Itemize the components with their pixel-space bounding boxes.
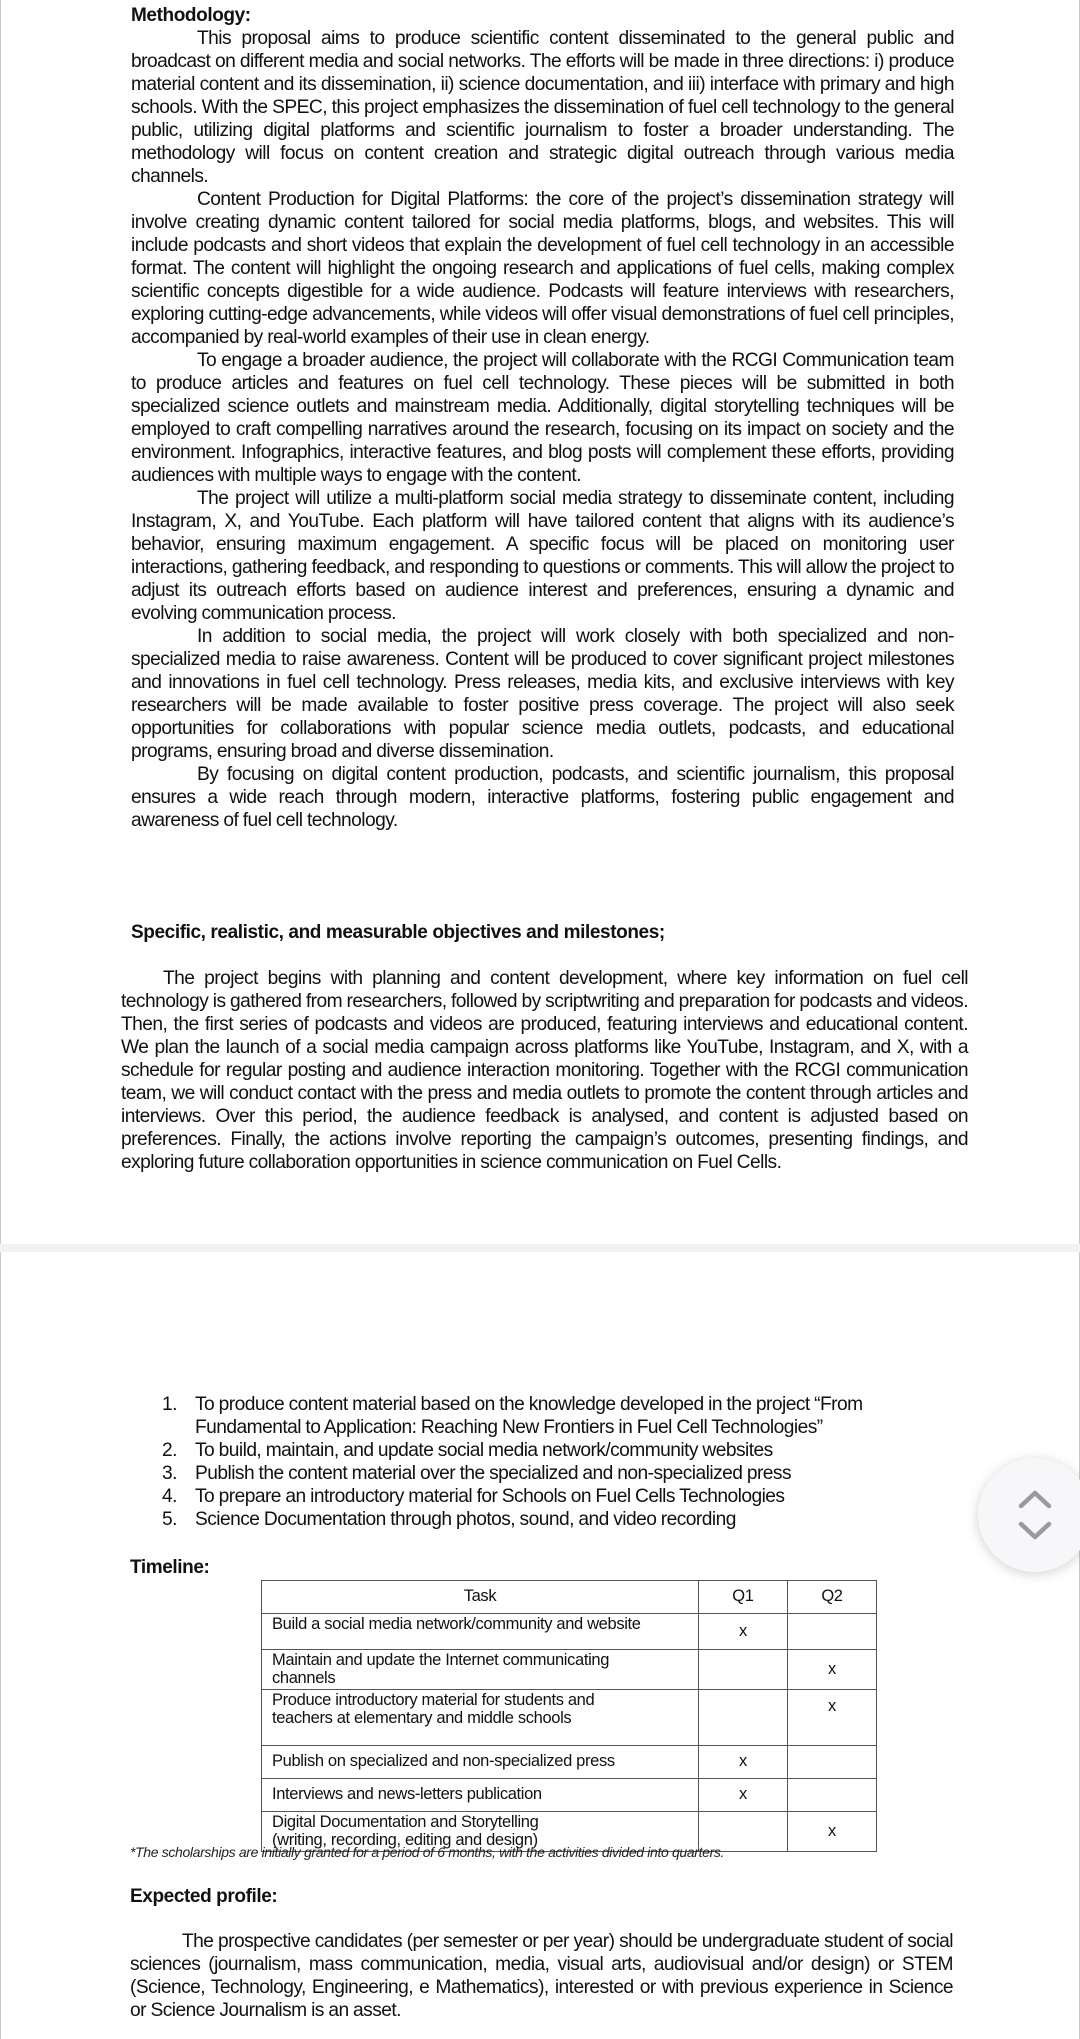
timeline-table [261,1580,877,1852]
objective-item: 4. To prepare an introductory material for Schools on Fuel Cells Technologies [162,1486,785,1507]
q2-cell [787,1779,876,1812]
page-scroll-control[interactable] [978,1458,1080,1572]
q1-cell [698,1650,787,1690]
chevron-down-icon[interactable] [1017,1520,1053,1542]
chevron-up-icon[interactable] [1017,1488,1053,1510]
q1-cell: x [698,1746,787,1779]
objectives-paragraph: The project begins with planning and content development, where key information on fuel cell technology is gathered from researchers, followed by scriptwriting and preparation for podcasts and videos. Then, the first series of podcasts and videos are produced, featuring interviews and educational content. We plan the launch of a social media campaign across platforms like YouTube, Instagram, and X, with a schedule for regular posting and audience interaction monitoring. Together with the RCGI communication team, we will conduct contact with the press and media outlets to promote the content through articles and interviews. Over this period, the audience feedback is analysed, and content is adjusted based on preferences. Finally, the actions involve reporting the campaign’s outcomes, presenting findings, and exploring future collaboration opportunities in science communication on Fuel Cells. [121,968,969,1173]
column-header-q2: Q2 [787,1581,876,1614]
objective-item: 5. Science Documentation through photos, sound, and video recording [162,1509,736,1530]
methodology-paragraph: Content Production for Digital Platforms: the core of the project’s dissemination strategy will involve creating dynamic content tailored for social media platforms, blogs, and websites. This will include podcasts and short videos that explain the development of fuel cell technology in an accessible format. The content will highlight the ongoing research and applications of fuel cells, making complex scientific concepts digestible for a wide audience. Podcasts will feature interviews with researchers, exploring cutting-edge advancements, while videos will offer visual demonstrations of fuel cell principles, accompanied by real-world examples of their use in clean energy. [131,189,954,348]
task-cell: Maintain and update the Internet communicating channels [262,1650,699,1690]
task-cell: Interviews and news-letters publication [262,1779,699,1812]
methodology-body [131,27,954,832]
q1-cell: x [698,1614,787,1650]
q1-cell: x [698,1779,787,1812]
task-cell: Digital Documentation and Storytelling (writing, recording, editing and design) [262,1812,699,1852]
column-header-task: Task [262,1581,699,1614]
q2-cell: x [787,1812,876,1852]
methodology-paragraph: To engage a broader audience, the project will collaborate with the RCGI Communication team to produce articles and features on fuel cell technology. These pieces will be submitted in both specialized science outlets and mainstream media. Additionally, digital storytelling techniques will be employed to craft compelling narratives around the research, focusing on its impact on society and the environment. Infographics, interactive features, and blog posts will complement these efforts, providing audiences with multiple ways to engage with the content. [131,350,954,486]
timeline-footnote: *The scholarships are initially granted for a period of 6 months, with the activities divided into quarters. [130,1844,725,1860]
timeline-heading: Timeline: [130,1557,210,1578]
table-row [262,1779,877,1812]
profile-heading: Expected profile: [130,1886,278,1907]
task-cell: Publish on specialized and non-specialized press [262,1746,699,1779]
table-header-row [262,1581,877,1614]
methodology-paragraph: By focusing on digital content production, podcasts, and scientific journalism, this proposal ensures a wide reach through modern, interactive platforms, fostering public engagement and awareness of fuel cell technology. [131,764,954,831]
profile-paragraph: The prospective candidates (per semester or per year) should be undergraduate student of social sciences (journalism, mass communication, media, visual arts, audiovisual and/or design) or STEM (Science, Technology, Engineering, e Mathematics), interested or with previous experience in Science or Science Journalism is an asset. [130,1931,953,2021]
methodology-paragraph: This proposal aims to produce scientific content disseminated to the general public and broadcast on different media and social networks. The efforts will be made in three directions: i) produce material content and its dissemination, ii) science documentation, and iii) interface with primary and high schools. With the SPEC, this project emphasizes the dissemination of fuel cell technology to the general public, utilizing digital platforms and scientific journalism to foster a broader understanding. The methodology will focus on content creation and strategic digital outreach through various media channels. [131,28,954,187]
objective-item: 1. To produce content material based on the knowledge developed in the project “From Fundamental to Application: Reaching New Frontiers in Fuel Cell Technologies” [162,1394,863,1438]
task-cell: Build a social media network/community and website [262,1614,699,1650]
profile-body [130,1930,953,2022]
table-row [262,1690,877,1746]
objectives-body [121,967,968,1174]
objectives-list [162,1393,962,1531]
table-row [262,1614,877,1650]
q2-cell: x [787,1690,876,1746]
table-row [262,1650,877,1690]
column-header-q1: Q1 [698,1581,787,1614]
objectives-heading: Specific, realistic, and measurable objectives and milestones; [131,922,665,943]
methodology-heading: Methodology: [131,5,251,26]
q1-cell [698,1690,787,1746]
task-cell: Produce introductory material for students and teachers at elementary and middle schools [262,1690,699,1746]
methodology-paragraph: The project will utilize a multi-platform social media strategy to disseminate content, including Instagram, X, and YouTube. Each platform will have tailored content that aligns with its audience’s behavior, ensuring maximum engagement. A specific focus will be placed on monitoring user interactions, gathering feedback, and responding to questions or comments. This will allow the project to adjust its outreach efforts based on audience interest and preferences, ensuring a dynamic and evolving communication process. [131,488,954,624]
q2-cell [787,1746,876,1779]
methodology-paragraph: In addition to social media, the project will work closely with both specialized and non-specialized media to raise awareness. Content will be produced to cover significant project milestones and innovations in fuel cell technology. Press releases, media kits, and exclusive interviews with key researchers will be made available to foster positive press coverage. The project will also seek opportunities for collaborations with popular science media outlets, podcasts, and educational programs, ensuring broad and diverse dissemination. [131,626,954,762]
table-row [262,1746,877,1779]
q2-cell: x [787,1650,876,1690]
objective-item: 2. To build, maintain, and update social media network/community websites [162,1440,773,1461]
objective-item: 3. Publish the content material over the specialized and non-specialized press [162,1463,792,1484]
q2-cell [787,1614,876,1650]
